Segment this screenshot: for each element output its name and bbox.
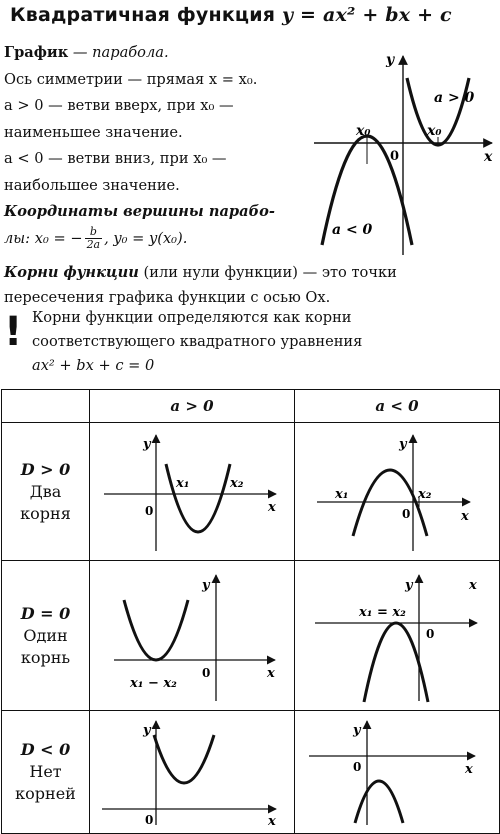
title-formula: y = ax² + bx + c	[281, 4, 452, 26]
origin-label: 0	[390, 149, 400, 164]
vertex-prefix: лы: x₀ = −	[4, 229, 83, 247]
page-title	[10, 4, 496, 26]
cell-d-pos-a-pos	[90, 423, 295, 561]
root-x1-label: x₁	[176, 476, 190, 491]
x-label: x	[465, 762, 473, 777]
origin-label: 0	[353, 760, 362, 774]
roots-line-1	[4, 260, 498, 285]
root-label: x₁ = x₂	[359, 605, 406, 620]
parabola	[353, 470, 427, 536]
row-label-d-zero	[2, 561, 90, 711]
table-row	[2, 423, 500, 561]
note-text	[32, 306, 492, 378]
cell-d-zero-a-neg	[295, 561, 500, 711]
vertex-fraction	[85, 226, 103, 251]
row-label-d-negative	[2, 711, 90, 834]
cell-d-neg-a-neg	[295, 711, 500, 834]
roots-line-2: пересечения графика функции с осью Ox.	[4, 289, 331, 306]
row-text-1: Два	[29, 481, 62, 501]
origin-label: 0	[145, 504, 154, 518]
a-positive-label: a > 0	[434, 90, 475, 106]
root-x2-label: x₂	[230, 476, 244, 491]
graph-line	[4, 40, 316, 67]
a-negative-line-2: наибольшее значение.	[4, 176, 180, 194]
origin-label: 0	[202, 666, 211, 680]
vertex-line-2	[4, 226, 316, 253]
graph-d-pos-a-neg	[295, 423, 500, 556]
roots-line-1-rest: (или нули функции) — это точки	[138, 264, 397, 281]
x-label: x	[469, 578, 477, 593]
row-text-1: Нет	[29, 762, 62, 781]
table-header-a-positive: a > 0	[90, 390, 295, 423]
y-label: y	[353, 723, 361, 738]
graph-d-pos-a-pos	[90, 423, 295, 556]
row-condition: D > 0	[20, 459, 71, 479]
table-row	[2, 711, 500, 834]
cell-d-zero-a-pos	[90, 561, 295, 711]
graph-d-zero-a-pos	[90, 561, 295, 706]
parabola	[154, 735, 214, 783]
note-line-3: ax² + bx + c = 0	[32, 357, 155, 374]
table-row	[2, 561, 500, 711]
x-label: x	[461, 509, 469, 524]
a-positive-line-2: наименьшее значение.	[4, 123, 183, 141]
x-label: x	[268, 500, 276, 515]
y-label: y	[143, 723, 151, 738]
table-header-empty	[2, 390, 90, 423]
root-x1-label: x₁	[335, 487, 349, 502]
root-x2-label: x₂	[418, 487, 432, 502]
graph-d-neg-a-pos	[90, 711, 295, 829]
y-label: y	[399, 437, 407, 452]
parabola	[166, 464, 230, 532]
axis-line: Ось симметрии — прямая x = x₀.	[4, 70, 258, 88]
x-axis-label: x	[484, 149, 493, 165]
intro-text	[4, 40, 316, 252]
vertex-suffix: , y₀ = y(x₀).	[104, 229, 188, 247]
vertex-fraction-num: b	[85, 226, 103, 239]
roots-definition	[4, 260, 498, 310]
exclamation-icon: !	[4, 309, 23, 355]
row-text-2: корнь	[20, 647, 71, 667]
y-axis-label: y	[386, 52, 395, 68]
a-negative-label: a < 0	[332, 222, 373, 238]
x-label: x	[268, 814, 276, 829]
y-label: y	[143, 437, 151, 452]
row-text-1: Один	[23, 625, 68, 645]
graph-text: — парабола.	[68, 44, 169, 61]
row-condition: D = 0	[20, 603, 71, 623]
cases-table	[1, 389, 500, 834]
table-header-row	[2, 390, 500, 423]
parabola	[124, 600, 188, 660]
graph-label: График	[4, 44, 69, 61]
title-prefix: Квадратичная функция	[10, 4, 276, 26]
vertex-line-1: Координаты вершины парабо-	[4, 203, 275, 220]
a-positive-line-1: a > 0 — ветви вверх, при x₀ —	[4, 97, 234, 114]
cell-d-neg-a-pos	[90, 711, 295, 834]
root-label: x₁ − x₂	[130, 676, 177, 691]
vertex-fraction-den: 2a	[86, 238, 101, 251]
row-label-d-positive	[2, 423, 90, 561]
graph-d-zero-a-neg	[295, 561, 500, 706]
origin-label: 0	[402, 507, 411, 521]
y-label: y	[202, 578, 210, 593]
row-text-2: корня	[20, 503, 71, 523]
origin-label: 0	[145, 813, 154, 827]
x-label: x	[267, 666, 275, 681]
row-condition: D < 0	[20, 740, 71, 759]
row-text-2: корней	[15, 784, 76, 803]
graph-d-neg-a-neg	[295, 711, 500, 829]
note-line-2: соответствующего квадратного уравнения	[32, 333, 363, 350]
roots-term: Корни функции	[4, 264, 139, 281]
y-label: y	[405, 578, 413, 593]
main-graph	[314, 50, 500, 255]
a-negative-line-1: a < 0 — ветви вниз, при x₀ —	[4, 150, 227, 167]
table-header-a-negative: a < 0	[295, 390, 500, 423]
parabola	[355, 781, 403, 823]
x0-right-label: x₀	[427, 123, 442, 139]
x0-left-label: x₀	[356, 123, 371, 139]
origin-label: 0	[426, 627, 435, 641]
cell-d-pos-a-neg	[295, 423, 500, 561]
note-line-1: Корни функции определяются как корни	[32, 309, 352, 326]
